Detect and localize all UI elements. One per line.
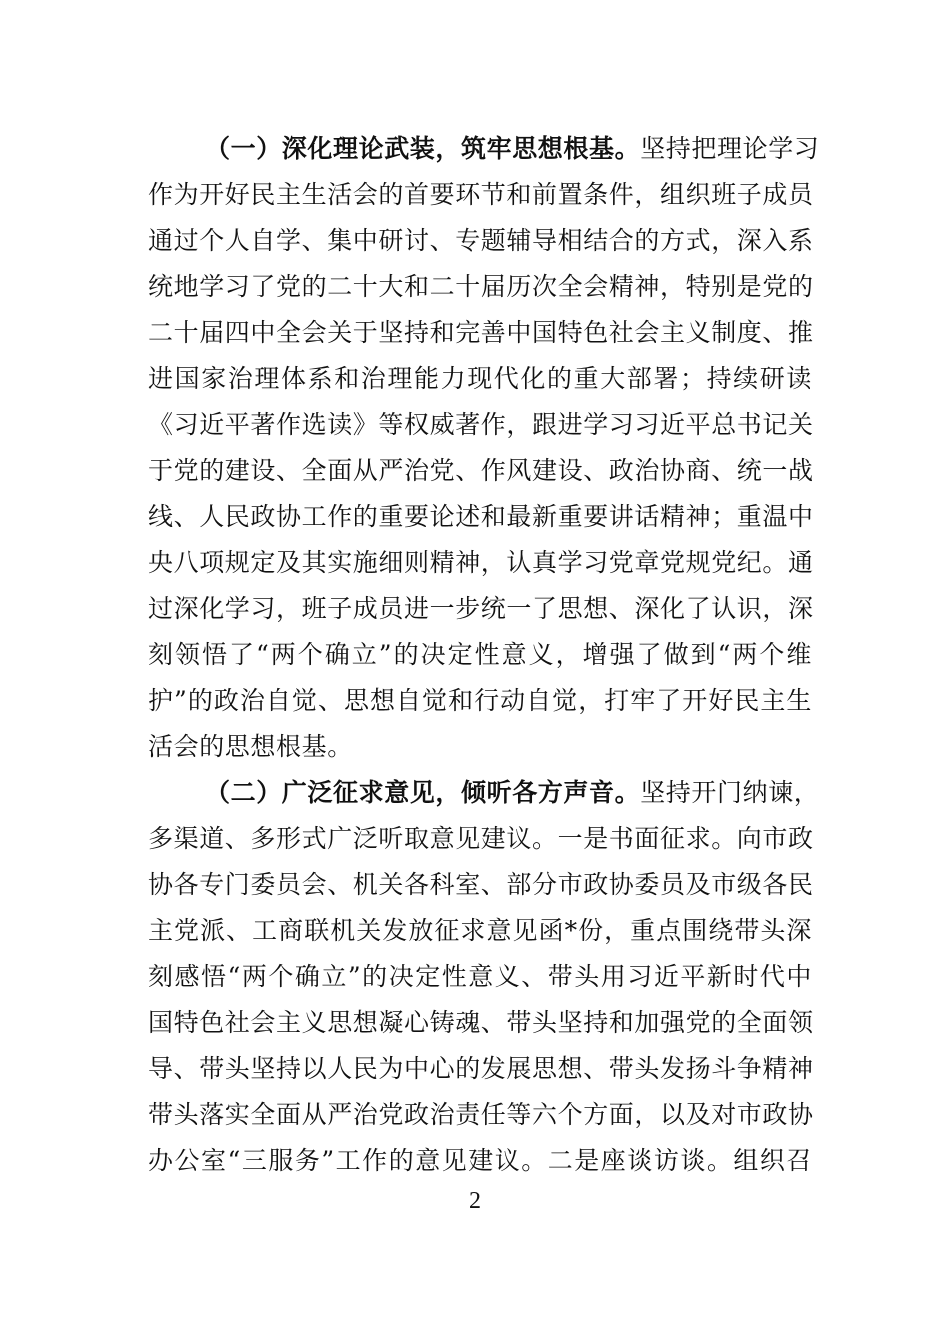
paragraph-1-line-10: 央八项规定及其实施细则精神，认真学习党章党规党纪。通 bbox=[148, 548, 814, 577]
paragraph-2-line-7: 导、带头坚持以人民为中心的发展思想、带头发扬斗争精神 bbox=[148, 1054, 814, 1083]
paragraph-1-line-8: 于党的建设、全面从严治党、作风建设、政治协商、统一战 bbox=[148, 456, 814, 485]
paragraph-1-line-9: 线、人民政协工作的重要论述和最新重要讲话精神；重温中 bbox=[148, 502, 814, 531]
paragraph-1-line-14: 活会的思想根基。 bbox=[148, 732, 353, 761]
paragraph-1-text: 坚持把理论学习 bbox=[640, 134, 820, 163]
paragraph-1-line-4: 统地学习了党的二十大和二十届历次全会精神，特别是党的 bbox=[148, 272, 814, 301]
paragraph-2-line-2: 多渠道、多形式广泛听取意见建议。一是书面征求。向市政 bbox=[148, 824, 814, 853]
paragraph-2-line-1 bbox=[205, 778, 820, 808]
paragraph-1-line-5: 二十届四中全会关于坚持和完善中国特色社会主义制度、推 bbox=[148, 318, 814, 347]
paragraph-2-line-3: 协各专门委员会、机关各科室、部分市政协委员及市级各民 bbox=[148, 870, 814, 899]
paragraph-1-line-11: 过深化学习，班子成员进一步统一了思想、深化了认识，深 bbox=[148, 594, 814, 623]
paragraph-2-text: 坚持开门纳谏， bbox=[640, 778, 820, 807]
paragraph-1-line-2: 作为开好民主生活会的首要环节和前置条件，组织班子成员 bbox=[148, 180, 814, 209]
paragraph-1-line-3: 通过个人自学、集中研讨、专题辅导相结合的方式，深入系 bbox=[148, 226, 814, 255]
paragraph-2-heading: （二）广泛征求意见，倾听各方声音。 bbox=[205, 778, 641, 807]
paragraph-2-line-9: 办公室“三服务”工作的意见建议。二是座谈访谈。组织召 bbox=[148, 1146, 812, 1175]
paragraph-2-line-4: 主党派、工商联机关发放征求意见函*份，重点围绕带头深 bbox=[148, 916, 812, 945]
paragraph-1-line-6: 进国家治理体系和治理能力现代化的重大部署；持续研读 bbox=[148, 364, 812, 393]
paragraph-1-heading: （一）深化理论武装，筑牢思想根基。 bbox=[205, 134, 641, 163]
paragraph-1-line-7: 《习近平著作选读》等权威著作，跟进学习习近平总书记关 bbox=[148, 410, 814, 439]
paragraph-2-line-8: 带头落实全面从严治党政治责任等六个方面，以及对市政协 bbox=[148, 1100, 814, 1129]
paragraph-1-line-13: 护”的政治自觉、思想自觉和行动自觉，打牢了开好民主生 bbox=[148, 686, 812, 715]
paragraph-1-line-1 bbox=[205, 134, 820, 164]
page-number: 2 bbox=[469, 1188, 481, 1214]
paragraph-1-line-12: 刻领悟了“两个确立”的决定性意义，增强了做到“两个维 bbox=[148, 640, 812, 669]
paragraph-2-line-6: 国特色社会主义思想凝心铸魂、带头坚持和加强党的全面领 bbox=[148, 1008, 814, 1037]
paragraph-2-line-5: 刻感悟“两个确立”的决定性意义、带头用习近平新时代中 bbox=[148, 962, 812, 991]
